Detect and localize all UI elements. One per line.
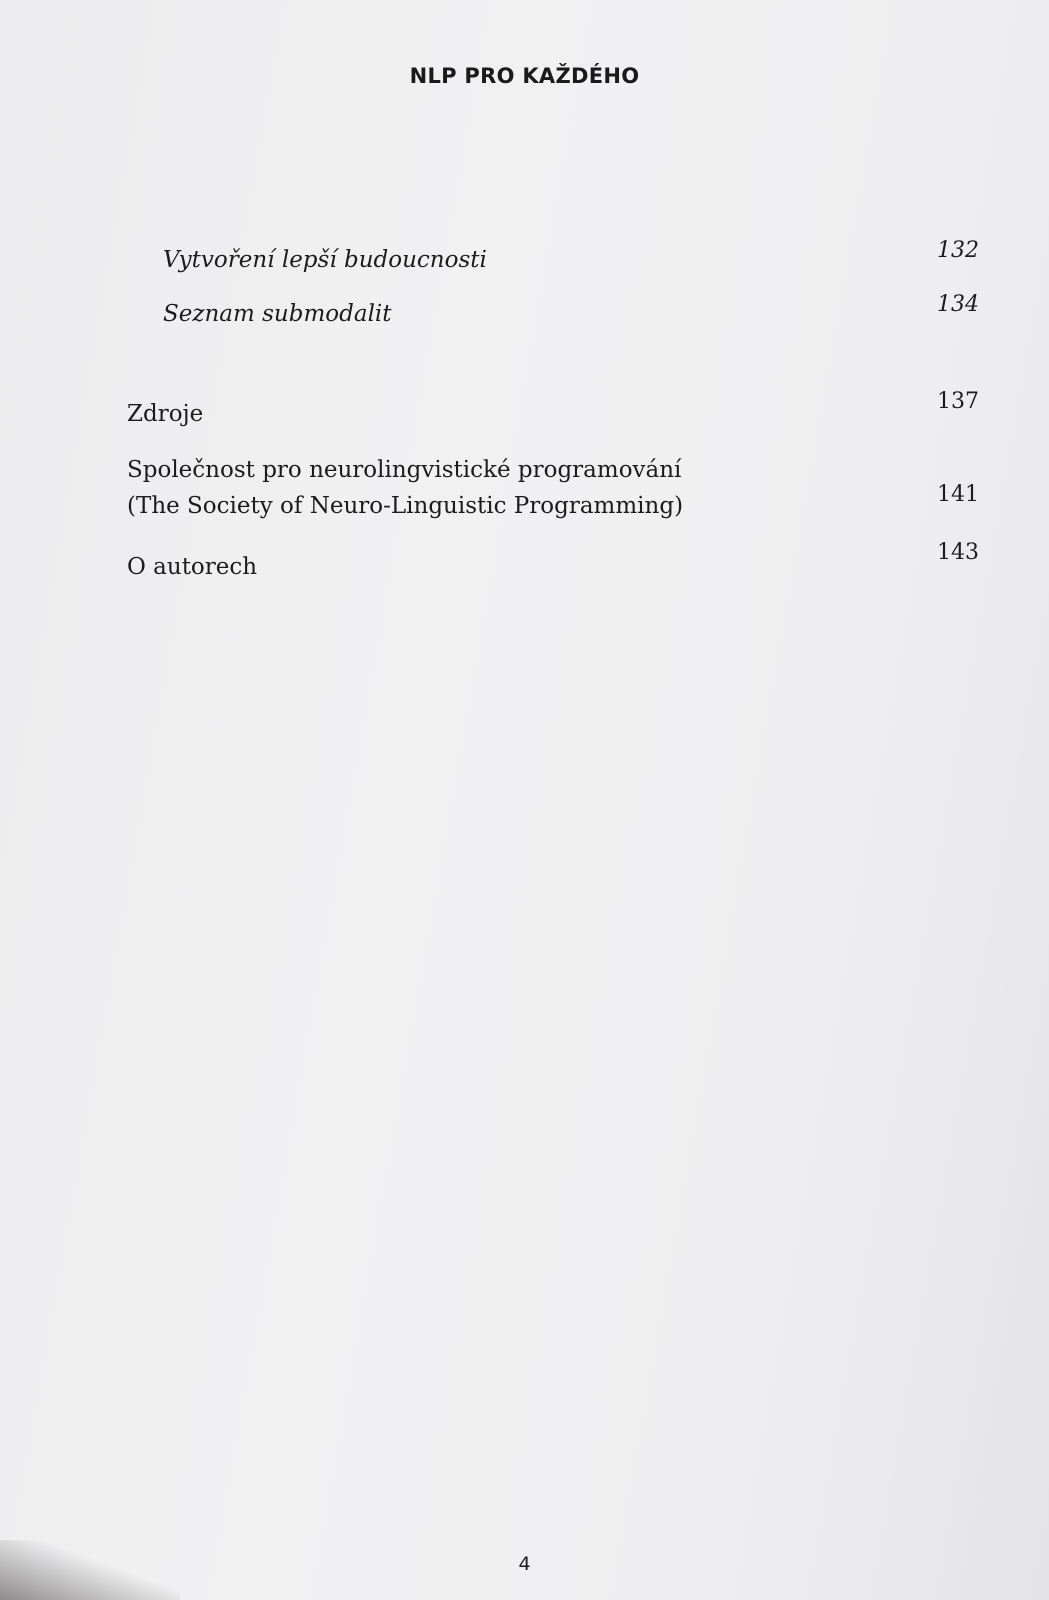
toc-entry-page: 132: [937, 238, 979, 263]
toc-entry-title-line2: (The Society of Neuro-Linguistic Programming): [127, 493, 684, 519]
toc-entry-title: O autorech: [127, 554, 258, 580]
toc-entry-page: 141: [937, 482, 979, 507]
toc-entry-page: 143: [937, 540, 979, 565]
toc-entry-title-line1: Společnost pro neurolingvistické programování: [127, 457, 682, 483]
toc-entry-page: 137: [937, 389, 979, 414]
toc-entry-page: 134: [937, 292, 979, 317]
page-number: 4: [518, 1553, 531, 1575]
toc-entry-title: Seznam submodalit: [163, 301, 392, 327]
toc-entry-title: Zdroje: [127, 401, 204, 427]
running-head: NLP PRO KAŽDÉHO: [409, 64, 640, 88]
toc-entry-title: Vytvoření lepší budoucnosti: [163, 247, 487, 273]
